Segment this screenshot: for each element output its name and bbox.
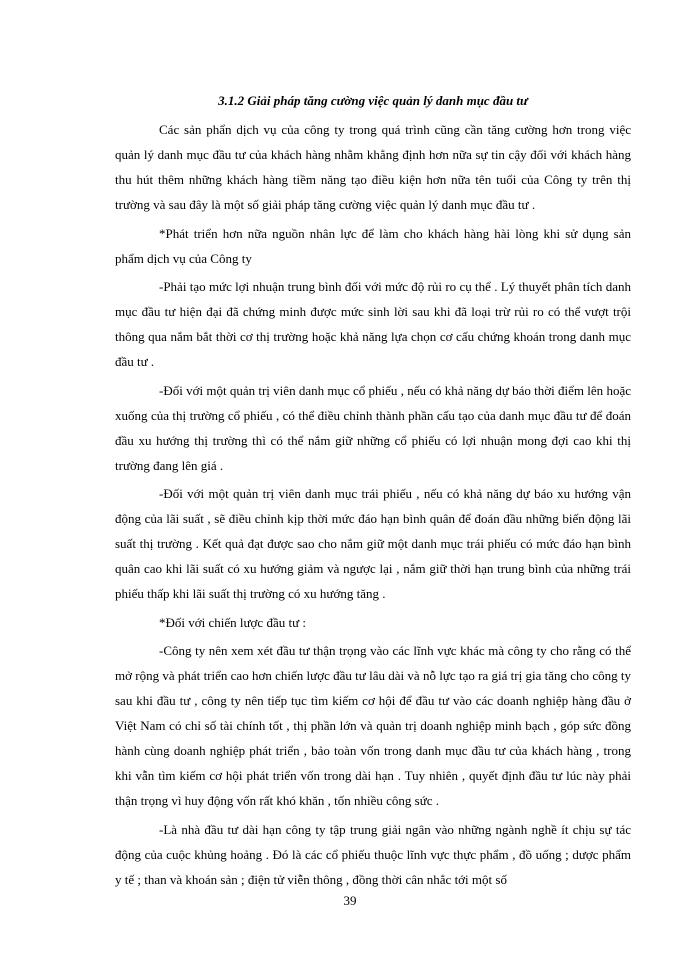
paragraph-long-term-investor: -Là nhà đầu tư dài hạn công ty tập trung giải ngân vào những ngành nghề ít chịu sự tác động của cuộc khủng hoảng . Đó là các cổ phiếu thuộc lĩnh vực thực phẩm , đồ uống ; dược phẩm y tế ; than và khoán sản ; điện tử viễn thông , đồng thời cân nhắc tới một số [115,821,631,887]
document-body [115,88,631,895]
paragraph-bond-portfolio: -Đối với một quản trị viên danh mục trái phiếu , nếu có khả năng dự báo xu hướng vận động của lãi suất , sẽ điều chỉnh kịp thời mức đáo hạn bình quân để đoán đầu những biến động lãi suất thị trường . Kết quả đạt được sao cho nắm giữ một danh mục trái phiếu có mức đáo hạn bình quân cao khi lãi suất có xu hướng giảm và ngược lại , nắm giữ thời hạn trung bình của những trái phiếu thấp khi lãi suất thị trường có xu hướng tăng . [115,486,631,601]
paragraph-human-resources: *Phát triển hơn nữa nguồn nhân lực để làm cho khách hàng hài lòng khi sử dụng sản phẩm dịch vụ của Công ty [115,225,631,266]
paragraph-careful-investment: -Công ty nên xem xét đầu tư thận trọng vào các lĩnh vực khác mà công ty cho rằng có thể mở rộng và phát triển cao hơn chiến lược đầu tư lâu dài và nỗ lực tạo ra giá trị gia tăng cho công ty sau khi đầu tư , công ty nên tiếp tục tìm kiếm cơ hội để đầu tư vào các doanh nghiệp hàng đầu ở Việt Nam có chỉ số tài chính tốt , thị phần lớn và quản trị doanh nghiệp minh bạch , góp sức đồng hành cùng doanh nghiệp phát triển , bảo toàn vốn trong danh mục đầu tư của khách hàng , trong khi vẫn tìm kiếm cơ hội phát triển vốn trong dài hạn . Tuy nhiên , quyết định đầu tư lúc này phải thận trọng vì huy động vốn rất khó khăn , tốn nhiều công sức . [115,643,631,808]
paragraph-intro: Các sản phẩn dịch vụ của công ty trong quá trình cũng cần tăng cường hơn trong việc quản lý danh mục đầu tư của khách hàng nhằm khẳng định hơn nữa sự tin cậy đối với khách hàng thu hút thêm những khách hàng tiềm năng tạo điều kiện hơn nữa tên tuổi của Công ty trên thị trường và sau đây là một số giải pháp tăng cường việc quản lý danh mục đầu tư . [115,122,631,212]
paragraph-profit-risk: -Phải tạo mức lợi nhuận trung bình đối với mức độ rủi ro cụ thể . Lý thuyết phân tích danh mục đầu tư hiện đại đã chứng minh được mức sinh lời sau khi đã loại trừ rủi ro có thể vượt trội thông qua nắm bắt thời cơ thị trường hoặc khả năng lựa chọn cơ cấu chứng khoán trong danh mục đầu tư . [115,279,631,369]
page-number: 39 [343,893,357,908]
paragraph-stock-portfolio: -Đối với một quản trị viên danh mục cổ phiếu , nếu có khả năng dự báo thời điểm lên hoặc xuống của thị trường cổ phiếu , có thể điều chỉnh thành phần cấu tạo của danh mục đầu tư để đoán đầu xu hướng thị trường thì có thể nắm giữ những cổ phiếu có lợi nhuận mong đợi cao khi thị trường đang lên giá . [115,382,631,473]
section-heading: 3.1.2 Giải pháp tăng cường việc quản lý danh mục đầu tư [218,93,528,108]
paragraph-investment-strategy: *Đối với chiến lược đầu tư : [159,614,306,630]
